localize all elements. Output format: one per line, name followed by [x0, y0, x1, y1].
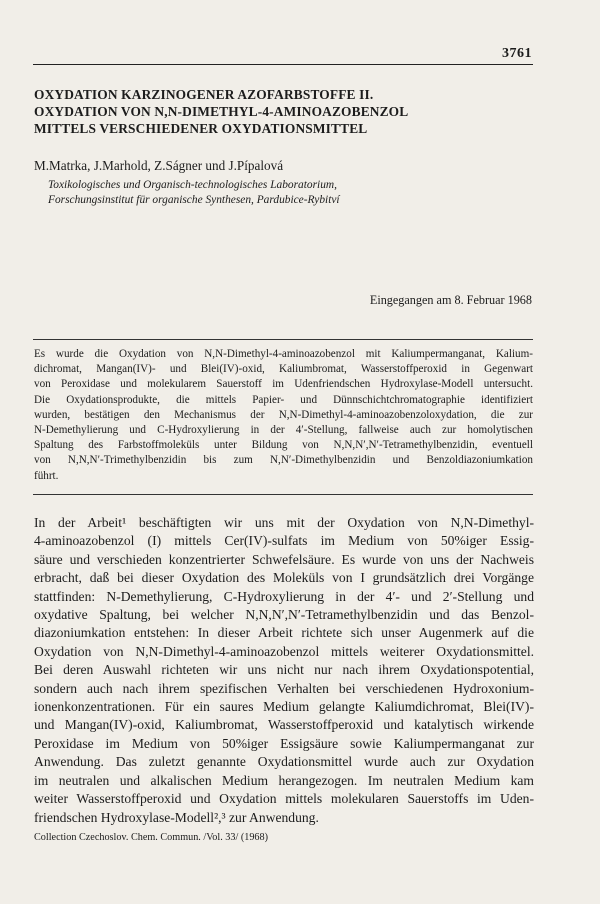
abstract-line: dichromat, Mangan(IV)- und Blei(IV)-oxid, Kaliumbromat, Wasserstoffperoxid in Gegenwart	[34, 363, 533, 376]
abstract-bottom-rule	[33, 494, 533, 495]
body-paragraph	[34, 514, 534, 827]
abstract-line: Spaltung des Farbstoffmoleküls unter Bildung von N,N,N′,N′-Tetramethylbenzidin, eventuell	[34, 439, 533, 452]
received-date: Eingegangen am 8. Februar 1968	[369, 293, 532, 307]
abstract-line: von Peroxidase und molekularem Sauerstoff im Udenfriendschen Hydroxylase-Modell untersucht.	[34, 378, 533, 391]
body-line: und Mangan(IV)-oxid, Kaliumbromat, Wasserstoffperoxid und katalytisch wirkende	[34, 717, 534, 733]
body-line: 4-aminoazobenzol (I) mittels Cer(IV)-sulfats im Medium von 50%iger Essig-	[34, 533, 534, 549]
body-line: Oxydation von N,N-Dimethyl-4-aminoazobenzol mittels weiterer Oxydationsmittel.	[34, 643, 534, 659]
body-line: oxydative Spaltung, bei welcher N,N,N′,N′-Tetramethylbenzidin und das Benzol-	[34, 607, 534, 623]
abstract	[34, 347, 533, 484]
affiliation-line: Forschungsinstitut für organische Synthesen, Pardubice-Rybitví	[48, 194, 340, 206]
body-line: säure und verschieden konzentrierter Schwefelsäure. Es wurde von uns der Nachweis	[34, 551, 534, 567]
body-line: friendschen Hydroxylase-Modell²,³ zur Anwendung.	[34, 809, 319, 825]
abstract-line: Die Oxydationsprodukte, die mittels Papier- und Dünnschichtchromatographie identifiziert	[34, 393, 533, 406]
body-line: stattfinden: N-Demethylierung, C-Hydroxylierung in der 4′- und 2′-Stellung und	[34, 588, 534, 604]
article-title	[34, 86, 554, 137]
body-line: Anwendung. Das zuletzt genannte Oxydationsmittel wurde auch zur Oxydation	[34, 754, 534, 770]
body-line: Peroxidase im Medium von 50%iger Essigsäure sowie Kaliumpermanganat zur	[34, 735, 534, 751]
body-line: erbracht, daß bei dieser Oxydation des Moleküls von I grundsätzlich drei Vorgänge	[34, 570, 534, 586]
body-line: sondern auch nach ihrem spezifischen Verhalten bei verschiedenen Hydroxonium-	[34, 680, 534, 696]
body-line: im neutralen und alkalischen Medium herangezogen. Im neutralen Medium kam	[34, 772, 534, 788]
body-line: Bei deren Auswahl richteten wir uns nicht nur nach ihrem Oxydationspotential,	[34, 662, 534, 678]
abstract-top-rule	[33, 339, 533, 340]
authors: M.Matrka, J.Marhold, Z.Ságner und J.Pípalová	[34, 158, 284, 173]
title-line: MITTELS VERSCHIEDENER OXYDATIONSMITTEL	[34, 121, 368, 136]
affiliation-line: Toxikologisches und Organisch-technologisches Laboratorium,	[48, 179, 337, 191]
abstract-line: führt.	[34, 469, 59, 482]
title-line: OXYDATION KARZINOGENER AZOFARBSTOFFE II.	[34, 87, 374, 102]
body-line: In der Arbeit¹ beschäftigten wir uns mit der Oxydation von N,N-Dimethyl-	[34, 515, 534, 530]
journal-footer: Collection Czechoslov. Chem. Commun. /Vol. 33/ (1968)	[34, 832, 269, 843]
page-number: 3761	[502, 46, 532, 61]
header-rule	[33, 64, 533, 65]
body-line: weiter Wasserstoffperoxid und Oxydation mittels molekularen Sauerstoffs im Uden-	[34, 791, 534, 807]
title-line: OXYDATION VON N,N-DIMETHYL-4-AMINOAZOBENZOL	[34, 104, 409, 119]
abstract-line: von N,N,N′-Trimethylbenzidin bis zum N,N′-Dimethylbenzidin und Benzoldiazoniumkation	[34, 454, 533, 467]
body-line: ionenkonzentrationen. Für ein saures Medium gelangte Kaliumdichromat, Blei(IV)-	[34, 699, 534, 715]
abstract-line: Es wurde die Oxydation von N,N-Dimethyl-4-aminoazobenzol mit Kaliumpermanganat, Kalium-	[34, 348, 533, 360]
abstract-line: N-Demethylierung und C-Hydroxylierung in der 4′-Stellung, fallweise auch zur homolytischen	[34, 424, 533, 437]
abstract-line: wurden, bestätigen den Mechanismus der N,N-Dimethyl-4-aminoazobenzoloxydation, die zur	[34, 408, 533, 421]
body-line: diazoniumkation entstehen: In dieser Arbeit richtete sich unser Augenmerk auf die	[34, 625, 534, 641]
